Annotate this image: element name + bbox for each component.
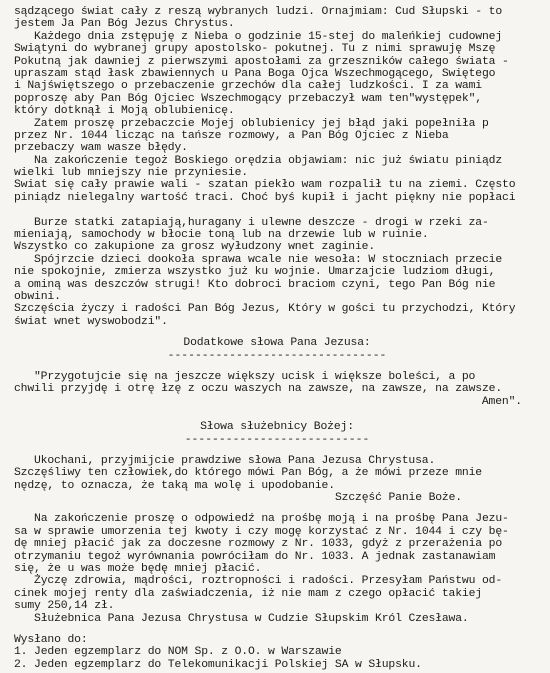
servant-request — [14, 513, 540, 625]
text-line: Zatem proszę przebaczcie Mojej oblubienicy jej błąd jaki popełniła p — [14, 117, 489, 130]
section-heading-servant: Słowa służebnicy Bożej: — [200, 421, 354, 434]
text-line: jestem Ja Pan Bóg Jezus Chrystus. — [14, 18, 235, 31]
text-line: Życzę zdrowia, mądrości, roztropności i radości. Przesyłam Państwu od- — [14, 575, 503, 588]
text-line: dę mniej płacić jak za doczesne rozmowy z Nr. 1033, gdyż z przerażenia po — [14, 538, 503, 551]
text-line: piniądz nielegalny wartość traci. Choć byś kupił i jacht piękny nie popłaci — [14, 191, 516, 204]
text-line: i Najświętszego o przebaczenie grzechów dla całej ludzkości. I za wami — [14, 80, 482, 93]
jesus-quote — [14, 371, 540, 408]
distribution-list — [14, 634, 540, 671]
quote-line: "Przygotujcie się na jeszcze większy ucisk i większe boleści, a po — [34, 370, 476, 383]
text-line: Każdego dnia zstępuję z Nieba o godzinie 15-stej do maleńkiej cudownej — [14, 30, 503, 43]
text-line: nędzę, to oznacza, że taką ma wolę i upodobanie. — [14, 479, 335, 492]
section-heading-jesus: Dodatkowe słowa Pana Jezusa: — [183, 337, 371, 350]
text-line: Pokutną jak dawniej z pierwszymi apostołami za grzeszników całego świata - — [14, 55, 509, 68]
letter-intro — [14, 6, 540, 328]
text-line: Swiat się cały prawie wali - szatan piekło wam rozpalił tu na ziemi. Często — [14, 179, 516, 192]
text-line: sa w sprawie umorzenia tej kwoty i czy mogę korzystać z Nr. 1044 i czy bę- — [14, 525, 509, 538]
text-line: sądzącego świat cały z reszą wybranych ludzi. Ornajmiam: Cud Słupski - to — [14, 6, 503, 18]
text-line: cinek mojej renty dla zaświadczenia, iż nie mam z czego opłacić takiej — [14, 587, 482, 600]
text-line: Swiątyni do wybranej grupy apostolsko- pokutnej. Tu z nimi sprawuję Mszę — [14, 43, 496, 56]
blank-line — [14, 204, 540, 216]
text-line: Spójrzcie dzieci dookoła sprawa wcale nie wesoła: W stoczniach przecie — [14, 253, 503, 266]
text-line: poproszę aby Pan Bóg Ojciec Wszechmogący przebaczył wam ten"występek", — [14, 92, 482, 105]
text-line: Burze statki zatapiają,huragany i ulewne deszcze - drogi w rzeki za- — [14, 216, 489, 229]
text-line: Szczęścia życzy i radości Pan Bóg Jezus, Który w gości tu przychodzi, Który — [14, 303, 516, 316]
text-line: obwini. — [14, 290, 61, 303]
text-line: otrzymaniu tegoż wyrównania powróciłam do Nr. 1033. A jednak zastanawiam — [14, 550, 496, 563]
text-line: Wszystko co zakupione za grosz wyłudzony wnet zaginie. — [14, 241, 376, 254]
distribution-item: 2. Jeden egzemplarz do Telekomunikacji Polskiej SA w Słupsku. — [14, 658, 422, 671]
servant-greeting — [14, 455, 540, 492]
signoff: Szczęść Panie Boże. — [334, 492, 462, 505]
text-line: świat wnet wyswobodzi". — [14, 315, 168, 328]
text-line: nie spokojnie, zmierza wszystko już ku wojnie. Umarzajcie ludziom długi, — [14, 266, 496, 279]
text-line: wielki lub mniejszy nie przyniesie. — [14, 167, 248, 180]
text-line: sumy 250,14 zł. — [14, 600, 115, 613]
text-line: Na zakończenie proszę o odpowiedź na prośbę moją i na prośbę Pana Jezu- — [14, 513, 509, 526]
text-line: Na zakończenie tegoż Boskiego orędzia objawiam: nic już światu piniądz — [14, 154, 503, 167]
text-line: a ominą was deszczów strugi! Kto dobroci braciom czyni, tego Pan Bóg nie — [14, 278, 496, 291]
text-line: Ukochani, przyjmijcie prawdziwe słowa Pana Jezusa Chrystusa. — [34, 454, 436, 467]
text-line: przez Nr. 1044 licząc na tańsze rozmowy, a Pan Bóg Ojciec z Nieba — [14, 129, 449, 142]
text-line: który dotknął i Moją oblubienicę. — [14, 105, 235, 118]
quote-line: chwili przyjdę i otrę łzę z oczu waszych na zawsze, na zawsze, na zawsze. — [14, 383, 503, 396]
section-underline: -------------------------------- — [167, 349, 387, 362]
text-line: Szczęśliwy ten człowiek,do którego mówi Pan Bóg, a że mówi przeze mnie — [14, 467, 482, 480]
distribution-item: 1. Jeden egzemplarz do NOM Sp. z O.O. w Warszawie — [14, 646, 342, 659]
text-line: upraszam stąd łask zbawiennych u Pana Boga Ojca Wszechmogącego, Swiętego — [14, 67, 496, 80]
text-line: Służebnica Pana Jezusa Chrystusa w Cudzie Słupskim Król Czesława. — [14, 612, 469, 625]
text-line: przebaczy wam wasze błędy. — [14, 142, 188, 155]
quote-amen: Amen". — [481, 395, 522, 408]
distribution-heading: Wysłano do: — [14, 633, 88, 646]
text-line: się, że u was może będę mniej płacić. — [14, 563, 262, 576]
section-underline: --------------------------- — [184, 433, 370, 446]
text-line: mieniają, samochody w błocie toną lub na drzewie lub w ruinie. — [14, 229, 429, 242]
